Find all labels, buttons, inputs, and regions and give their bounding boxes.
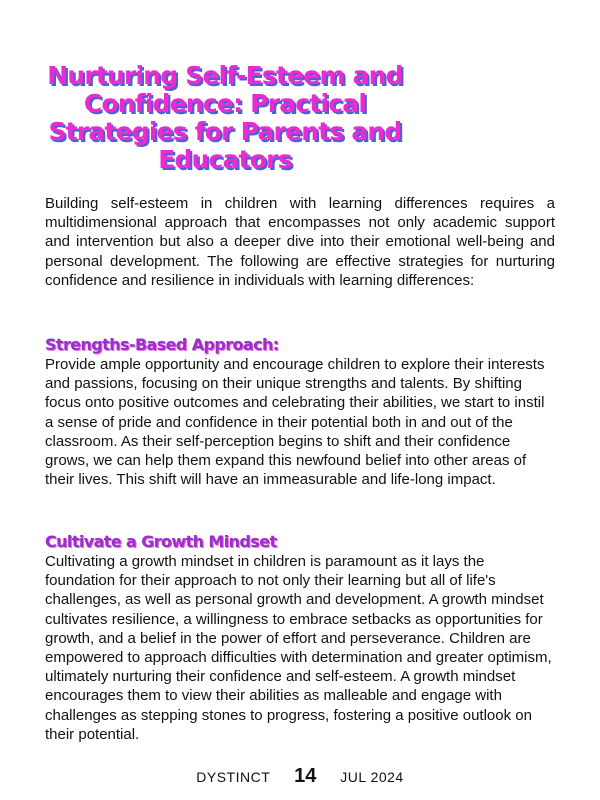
page-number: 14: [294, 765, 317, 787]
section-body-growth-mindset: Cultivating a growth mindset in children is paramount as it lays the foundation for their approach to not only their learning but all of life's challenges, as well as personal growth and development. A growth mindset cultivates resilience, a willingness to embrace setbacks as opportunities for growth, and a belief in the power of effort and perseverance. Children are empowered to approach difficulties with determination and greater optimism, ultimately nurturing their confidence and self-esteem. A growth mindset encourages them to view their abilities as malleable and engage with challenges as stepping stones to progress, fostering a positive outlook on their potential.: [45, 553, 552, 743]
intro-paragraph: Building self-esteem in children with learning differences requires a multidimensional approach that encompasses not only academic support and intervention but also a deeper dive into their emotional well-being and personal development. The following are effective strategies for nurturing confidence and resilience in individuals with learning differences:: [45, 195, 555, 289]
section-heading-growth-mindset: Cultivate a Growth Mindset: [45, 532, 277, 551]
article-title: Nurturing Self-Esteem and Confidence: Practical Strategies for Parents and Educators: [47, 61, 403, 174]
magazine-name: DYSTINCT: [196, 768, 271, 785]
page-footer: [0, 765, 600, 788]
section-heading-strengths: Strengths-Based Approach:: [45, 335, 279, 354]
section-body-strengths: Provide ample opportunity and encourage children to explore their interests and passions, focusing on their unique strengths and talents. By shifting focus onto positive outcomes and celebrating their abilities, we start to instil a sense of pride and confidence in their potential both in and out of the classroom. As their self-perception begins to shift and their confidence grows, we can help them expand this newfound belief into other areas of their lives. This shift will have an immeasurable and life-long impact.: [45, 356, 545, 489]
issue-date: JUL 2024: [340, 768, 404, 785]
